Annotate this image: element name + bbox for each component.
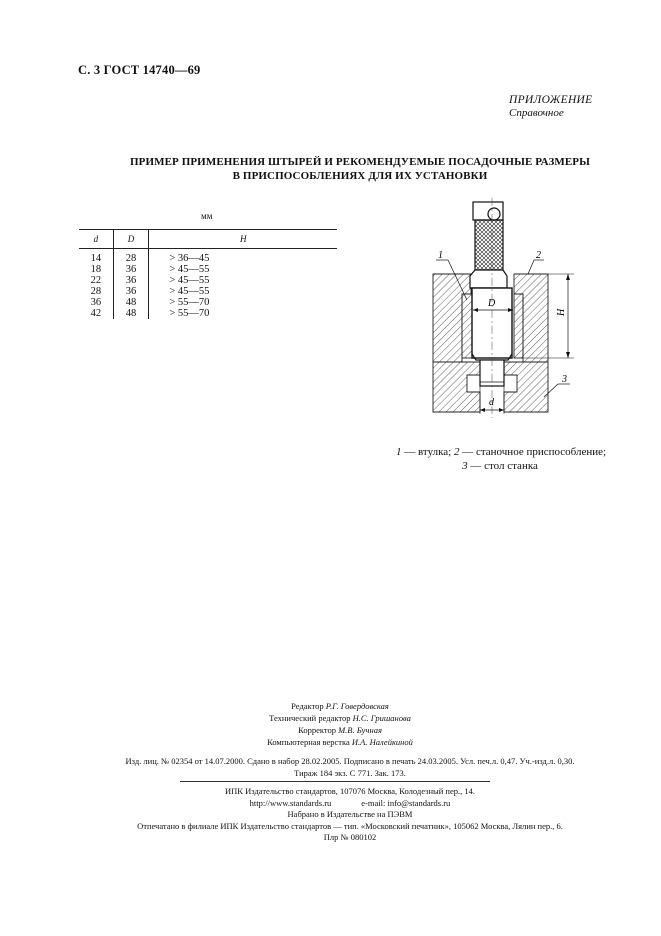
label-H: H — [556, 308, 567, 316]
cell-H: > 45—55 — [149, 264, 337, 275]
press-website: http://www.standards.ru — [249, 797, 332, 808]
section-title-line-1: ПРИМЕР ПРИМЕНЕНИЯ ШТЫРЕЙ И РЕКОМЕНДУЕМЫЕ ПОСАДОЧНЫЕ РАЗМЕРЫ — [129, 156, 590, 168]
credit-tech-editor — [150, 712, 530, 724]
legend-text-3: — стол станка — [467, 460, 538, 472]
credit-label: Компьютерная верстка — [267, 737, 352, 747]
section-title — [60, 155, 660, 183]
cell-d: 14 — [90, 253, 102, 264]
table-row — [79, 297, 337, 308]
cell-d: 36 — [90, 297, 102, 308]
page-reference: С. 3 ГОСТ 14740—69 — [78, 63, 201, 77]
table-row — [79, 249, 337, 265]
credit-name: Р.Г. Говердовская — [325, 701, 389, 711]
cell-d: 28 — [90, 286, 102, 297]
legend-text-1: — втулка; — [401, 446, 454, 458]
editorial-credits — [150, 700, 530, 748]
press-line-5: Плр № 080102 — [323, 832, 377, 842]
credit-layout — [150, 736, 530, 748]
legend-line-2 — [396, 459, 616, 473]
press-line-1: ИПК Издательство стандартов, 107076 Москва, Колодезный пер., 14. — [225, 786, 475, 796]
legend-number-1: 1 — [396, 446, 402, 458]
appendix-title: ПРИЛОЖЕНИЕ — [509, 94, 593, 106]
credit-label: Редактор — [291, 701, 326, 711]
cell-D: 36 — [113, 264, 149, 275]
press-line-3: Набрано в Издательстве на ПЭВМ — [287, 809, 413, 819]
credit-label: Технический редактор — [269, 713, 353, 723]
cell-H: > 36—45 — [149, 249, 337, 265]
cell-D: 36 — [113, 286, 149, 297]
fit-dimensions-table — [79, 229, 337, 319]
table-header-row — [79, 230, 337, 249]
divider-line — [180, 781, 490, 782]
cell-D: 48 — [113, 297, 149, 308]
credit-editor — [150, 700, 530, 712]
credit-name: И.А. Налейкиной — [351, 737, 413, 747]
publication-info — [60, 755, 640, 779]
credit-name: Н.С. Гришанова — [352, 713, 411, 723]
credit-label: Корректор — [298, 725, 339, 735]
label-part-3: 3 — [562, 374, 567, 385]
appendix-subtitle: Справочное — [509, 107, 564, 119]
drawing-legend — [396, 445, 616, 473]
column-header-d: d — [79, 230, 113, 249]
table-row — [79, 264, 337, 275]
cell-H: > 55—70 — [149, 297, 337, 308]
table-row — [79, 275, 337, 286]
table-row — [79, 308, 337, 319]
cell-d: 18 — [90, 264, 102, 275]
pin-installation-drawing — [418, 192, 618, 422]
column-header-D: D — [113, 230, 149, 249]
table-units: мм — [201, 211, 213, 221]
printing-house-info — [60, 786, 640, 844]
section-title-line-2: В ПРИСПОСОБЛЕНИЯХ ДЛЯ ИХ УСТАНОВКИ — [232, 170, 488, 182]
column-header-H: H — [149, 230, 337, 249]
cell-d: 42 — [90, 308, 102, 319]
cell-H: > 55—70 — [149, 308, 337, 319]
legend-line-1 — [396, 445, 616, 459]
publication-info-line-2: Тираж 184 экз. С 771. Зак. 173. — [294, 768, 406, 778]
legend-number-3: 3 — [462, 460, 468, 472]
label-part-1: 1 — [438, 250, 443, 261]
legend-text-2: — станочное приспособление; — [459, 446, 607, 458]
press-line-4: Отпечатано в филиале ИПК Издательство стандартов — тип. «Московский печатник», 105062 Москва, Лялин пер., 6. — [137, 820, 563, 831]
credit-corrector — [150, 724, 530, 736]
cell-D: 48 — [113, 308, 149, 319]
label-part-2: 2 — [536, 250, 541, 261]
press-email: e-mail: info@standards.ru — [361, 797, 451, 808]
cell-H: > 45—55 — [149, 286, 337, 297]
cell-d: 22 — [90, 275, 102, 286]
press-line-2 — [60, 798, 640, 810]
legend-number-2: 2 — [453, 446, 460, 458]
table-row — [79, 286, 337, 297]
label-d: d — [489, 397, 494, 408]
appendix-label — [509, 94, 599, 119]
cell-H: > 45—55 — [149, 275, 337, 286]
publication-info-line-1: Изд. лиц. № 02354 от 14.07.2000. Сдано в набор 28.02.2005. Подписано в печать 24.03.2005. Усл. печ.л. 0,47. Уч.-изд.л. 0,30. — [125, 756, 575, 766]
credit-name: М.В. Бучная — [338, 725, 382, 735]
cell-D: 28 — [113, 249, 149, 265]
cell-D: 36 — [113, 275, 149, 286]
label-D: D — [488, 298, 496, 309]
